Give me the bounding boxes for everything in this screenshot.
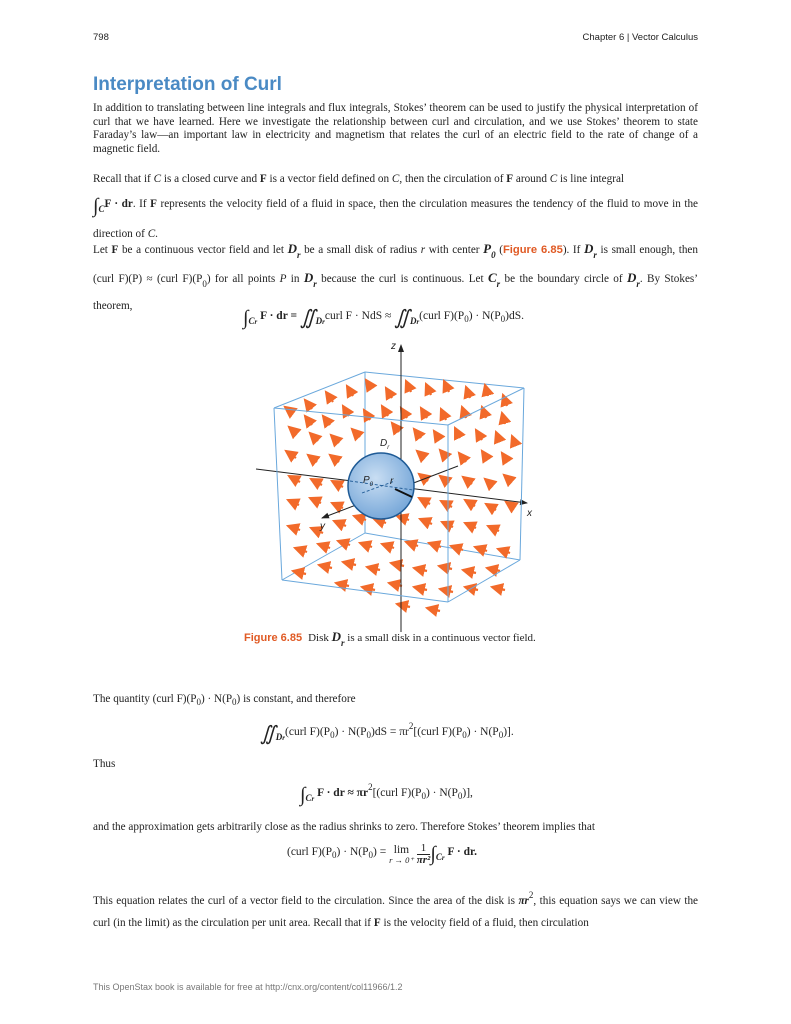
figure-label: Figure 6.85 [244,632,303,644]
equation-approx: $\int_{Cr}$ F · dr ≈ $\pi r^2[(curl$ $F)(P_0) \cdot N(P_0)$], [300,782,473,806]
figure-caption: Figure 6.85 Disk $D_r$ is a small disk in a continuous vector field. [244,629,536,648]
equation-limit: (curl $F)(P_0) \cdot N(P_0) = \lim$ r → 0⁺ $\frac{1}{\text{πr²}}$ $\int_{Cr}$ F · dr. [287,842,477,866]
footer-notice: This OpenStax book is available for free at http://cnx.org/content/col11966/1.2 [93,982,403,992]
center-label: $P_0$ [363,475,374,488]
paragraph-intro: In addition to translating between line integrals and flux integrals, Stokes’ theorem can be used to justify the physical interpretation of curl that we have learned. Here we investigate the relationship between curl and circulation, and we use Stokes’ theorem to state Faraday’s law—an important law in electricity and magnetism that relates the curl of an electric field to the rate of change of a magnetic field. [93,102,698,155]
disk-Dr [348,453,414,519]
paragraph-thus: Thus [93,758,116,770]
paragraph-disk: Let F be a continuous vector field and let $D_r$ be a small disk of radius r with center $P_0$ (Figure 6.85). If $D_r$ is small enough, then (curl F)(P) ≈ (curl $F)(P_0)$ for all points P in $D_r$ because the curl is continuous. Let $C_r$ be the boundary circle of $D_r$. By Stokes’ theorem, [93,241,698,312]
figure-link[interactable]: Figure 6.85 [502,244,563,256]
equation-constant-flux: $∬_{Dr}(curl$ $F)(P_0) \cdot N(P_0)dS$ = $\pi r^2[(curl$ $F)(P_0) \cdot N(P_0)$]. [260,721,514,745]
line-integral: $\int_CF$ · dr [93,195,133,217]
chapter-header: Chapter 6 | Vector Calculus [582,32,698,43]
page-number: 798 [93,32,109,43]
paragraph-circulation: Recall that if C is a closed curve and F is a vector field defined on C, then the circulation of F around C is line integral $\int_CF$ · dr. If F represents the velocity field of a fluid in space, then the circulation measures the tendency of the fluid to move in the direction of C. [93,173,699,240]
y-axis-label: y [320,521,325,532]
equation-stokes: $\int_{Cr}$ F · dr = $∬_{Dr}curl$ F · NdS ≈ $∬_{Dr}(curl$ $F)(P_0) \cdot N(P_0)dS$. [243,307,525,329]
paragraph-quantity: The quantity (curl $F)(P_0) \cdot N(P_0)$ is constant, and therefore [93,693,356,707]
paragraph-circulation-per-area: This equation relates the curl of a vector field to the circulation. Since the area of the disk is $\pi r^2$, this equation says we can view the curl (in the limit) as the circulation per unit area. Recall that if F is the velocity field of a fluid, then circulation [93,890,699,929]
disk-label: $D_r$ [380,438,390,451]
radius-label: r [390,476,394,487]
z-axis-label: z [391,341,396,352]
x-axis-label: x [527,508,532,519]
paragraph-approximation: and the approximation gets arbitrarily close as the radius shrinks to zero. Therefore Stokes’ theorem implies that [93,821,595,833]
section-title: Interpretation of Curl [93,74,282,95]
